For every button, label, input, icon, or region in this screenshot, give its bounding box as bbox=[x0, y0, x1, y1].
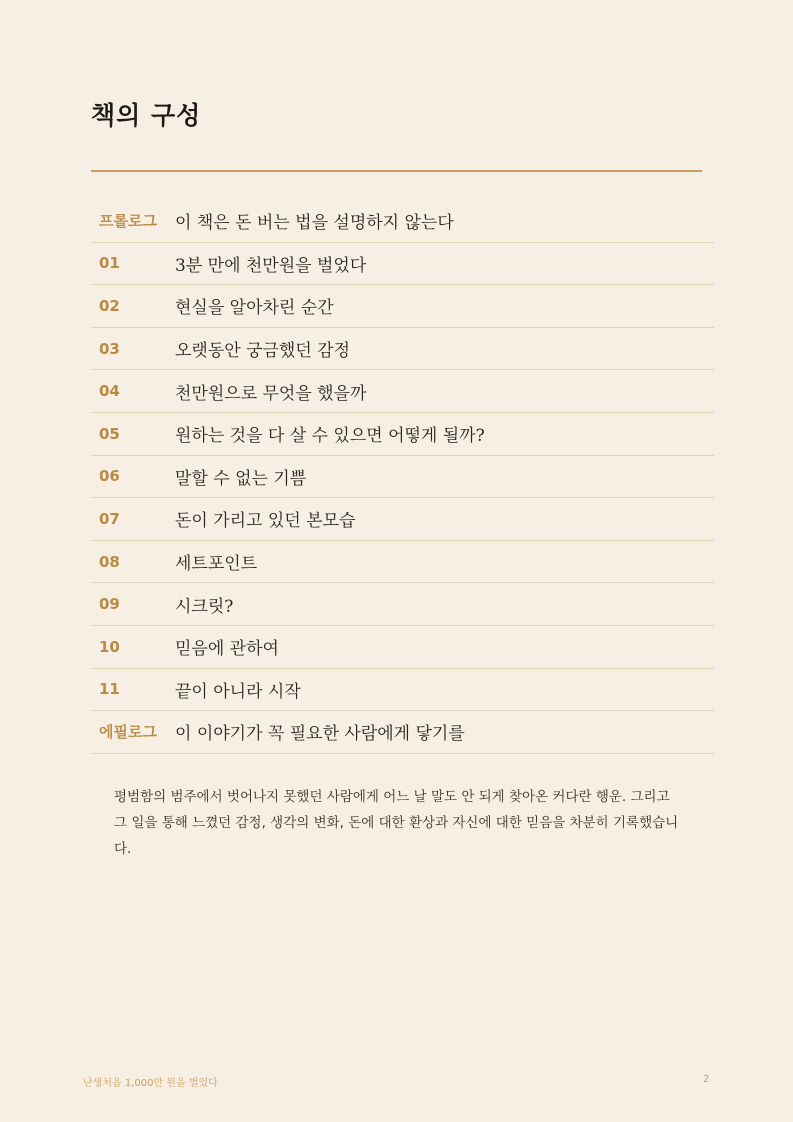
title-divider bbox=[91, 170, 702, 172]
toc-title: 시크릿? bbox=[175, 596, 234, 617]
page-number: 2 bbox=[703, 1074, 710, 1085]
toc-title: 현실을 알아차린 순간 bbox=[175, 298, 334, 319]
toc-number: 에필로그 bbox=[99, 723, 157, 742]
page-title: 책의 구성 bbox=[91, 101, 202, 130]
toc-number: 06 bbox=[99, 467, 120, 486]
toc-title: 믿음에 관하여 bbox=[175, 639, 279, 660]
toc-row-02 bbox=[91, 285, 714, 328]
toc-title: 돈이 가리고 있던 본모습 bbox=[175, 511, 356, 532]
toc-title: 천만원으로 무엇을 했을까 bbox=[175, 383, 367, 404]
toc-title: 이 책은 돈 버는 법을 설명하지 않는다 bbox=[175, 213, 454, 234]
toc-number: 프롤로그 bbox=[99, 212, 157, 231]
toc-row-08 bbox=[91, 541, 714, 584]
toc-title: 이 이야기가 꼭 필요한 사람에게 닿기를 bbox=[175, 724, 465, 745]
toc-row-09 bbox=[91, 583, 714, 626]
footer-book-title: 난생처음 1,000만 원을 벌었다 bbox=[83, 1078, 218, 1089]
toc-number: 05 bbox=[99, 424, 120, 443]
toc-row-prologue bbox=[91, 200, 714, 243]
toc-title: 오랫동안 궁금했던 감정 bbox=[175, 341, 351, 362]
toc-row-01 bbox=[91, 243, 714, 286]
toc-row-11 bbox=[91, 669, 714, 712]
toc-row-04 bbox=[91, 370, 714, 413]
toc-number: 01 bbox=[99, 254, 120, 273]
toc-number: 02 bbox=[99, 296, 120, 315]
toc-row-07 bbox=[91, 498, 714, 541]
toc-row-10 bbox=[91, 626, 714, 669]
book-summary: 평범함의 범주에서 벗어나지 못했던 사람에게 어느 날 말도 안 되게 찾아온 커다란 행운. 그리고 그 일을 통해 느꼈던 감정, 생각의 변화, 돈에 대한 환상과 자신에 대한 믿음을 차분히 기록했습니다. bbox=[114, 789, 679, 857]
toc-number: 10 bbox=[99, 637, 120, 656]
toc-row-03 bbox=[91, 328, 714, 371]
toc-title: 원하는 것을 다 살 수 있으면 어떻게 될까? bbox=[175, 426, 485, 447]
toc-number: 04 bbox=[99, 382, 120, 401]
toc-number: 07 bbox=[99, 509, 120, 528]
toc-number: 08 bbox=[99, 552, 120, 571]
toc-number: 11 bbox=[99, 680, 120, 699]
toc-title: 끝이 아니라 시작 bbox=[175, 681, 301, 702]
toc-number: 09 bbox=[99, 595, 120, 614]
toc-number: 03 bbox=[99, 339, 120, 358]
toc-row-06 bbox=[91, 456, 714, 499]
toc-title: 말할 수 없는 기쁨 bbox=[175, 468, 307, 489]
table-of-contents bbox=[91, 200, 714, 754]
toc-title: 3분 만에 천만원을 벌었다 bbox=[175, 255, 367, 276]
toc-title: 세트포인트 bbox=[175, 554, 258, 575]
toc-row-05 bbox=[91, 413, 714, 456]
toc-row-epilogue bbox=[91, 711, 714, 754]
